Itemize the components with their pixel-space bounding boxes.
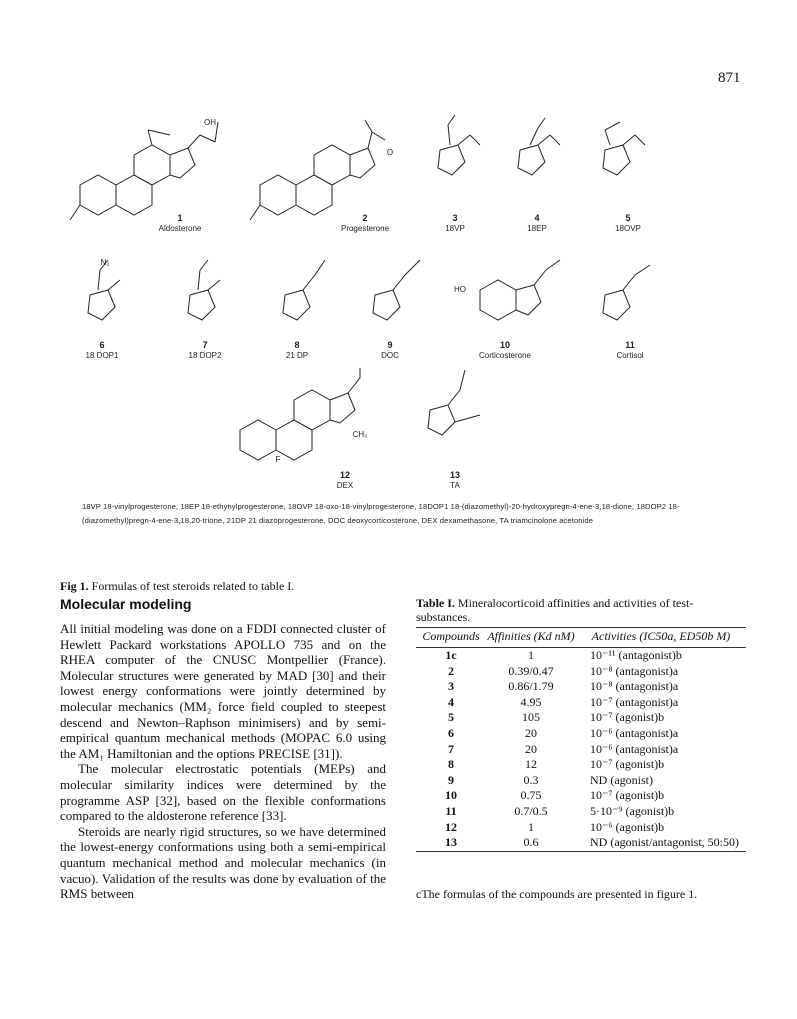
cell-affinity: 0.75 [520,788,542,803]
cell-compound: 13 [416,835,486,851]
cell-affinity: 4.95 [520,694,542,709]
table-row [416,742,746,758]
molecule-name: Cortisol [616,351,644,360]
molecule-name: 18 DOP1 [85,351,119,360]
figure-abbreviations: 18VP 18-vinylprogesterone, 18EP 18-ethynylprogesterone, 18OVP 18-oxo-18-vinylprogesterone, 18DOP1 18-(diazomethyl)-20-hydroxypregn-4-ene-3,18-dione, 18DOP2 18-(diazomethyl)pregn-4-ene-3,18,20-trione, 21DP 21 diazoprogesterone, DOC deoxycorticosterone, DEX dexamethasone, TA triamcinolone acetonide [82,502,680,525]
cell-activity: ND (agonist/antagonist, 50:50) [576,835,746,851]
steroid-structures-drawing [60,110,750,510]
cell-activity: 10⁻⁸ (antagonist)a [590,679,679,694]
molecule-name: 21 DP [285,351,309,360]
table-row [416,679,746,695]
cell-compound: 8 [448,757,454,772]
molecule-5-structure [603,122,645,175]
table-row [416,788,746,804]
molecule-name: TA [450,481,460,490]
section-heading: Molecular modeling [60,596,192,612]
cell-activity: ND (agonist) [590,772,653,787]
cell-compound: 4 [448,694,454,709]
table-row [416,695,746,711]
cell-affinity: 1 [528,648,534,662]
atom-label-oh: OH [204,118,216,127]
cell-affinity: 0.7/0.5 [514,803,548,818]
table-row [416,820,746,836]
cell-compound: 3 [448,679,454,694]
cell-activity: 10⁻⁶ (agonist)b [590,819,665,834]
cell-affinity: 12 [525,757,537,772]
molecule-num: 9 [387,340,393,350]
cell-affinity: 0.6 [486,835,576,851]
table-caption-label: Table I. [416,596,455,610]
molecule-1-structure [70,122,218,220]
table-row [416,664,746,680]
column-header: Compounds [416,628,486,648]
cell-activity: 10⁻⁷ (agonist)b [590,710,665,725]
atom-label-o: O [386,148,394,157]
table-row [416,726,746,742]
cell-affinity: 0.3 [523,772,539,787]
atom-label-n2: N₂ [100,258,110,267]
column-header: Activities (IC50a, ED50b M) [576,628,746,648]
table-row [416,648,746,664]
atom-label-f: F [275,455,281,464]
molecule-num: 8 [294,340,300,350]
paragraph: Steroids are nearly rigid structures, so we have determined the lowest-energy conformations using both a semi-empirical quantum mechanical method and molecular mechanics (in vacuo). Validation of the results was done by evaluation of the RMS between [60,823,386,902]
atom-label-ch3: CH₃ [352,430,368,439]
cell-activity: 10⁻⁷ (agonist)b [590,788,665,803]
atom-label-ho: HO [454,285,466,294]
cell-affinity: 1 [528,819,534,834]
molecule-num: 10 [499,340,510,350]
molecule-num: 6 [99,340,105,350]
figure-caption [60,579,294,594]
molecule-3-structure [438,115,480,175]
molecule-num: 11 [625,340,635,350]
table-row [416,757,746,773]
cell-compound: 1c [445,648,457,662]
cell-compound: 12 [445,819,457,834]
cell-activity: 5·10⁻⁹ (agonist)b [590,803,675,818]
molecule-name: Corticosterone [478,351,532,360]
cell-activity: 10⁻¹¹ (antagonist)b [590,648,682,662]
cell-compound: 9 [448,772,454,787]
molecule-num: 2 [362,213,368,223]
molecule-name: Progesterone [340,224,390,233]
molecule-name: 18EP [527,224,547,233]
figure-caption-label: Fig 1. [60,579,89,593]
molecule-num: 12 [339,470,350,480]
molecule-11-structure [603,265,650,320]
molecule-name: 18OVP [615,224,641,233]
cell-compound: 7 [448,741,454,756]
molecule-7-structure [188,260,220,320]
paragraph: The molecular electrostatic potentials (MEPs) and molecular similarity indices were determined by the programme ASP [32], based on the flexible conformations compared to the aldosterone reference [33]. [60,761,386,824]
molecule-9-structure [373,260,420,320]
cell-affinity: 0.86/1.79 [508,679,554,694]
molecule-name: 18VP [445,224,465,233]
molecule-num: 13 [449,470,460,480]
molecule-12-structure [240,368,360,460]
molecule-6-structure [88,260,120,320]
molecule-13-structure [428,370,480,435]
table-row [416,835,746,851]
cell-activity: 10⁻⁷ (agonist)b [590,757,665,772]
column-header: Affinities (Kd nM) [486,628,576,648]
cell-affinity: 20 [525,741,537,756]
molecule-num: 4 [534,213,540,223]
page-number: 871 [718,70,741,86]
molecule-num: 1 [177,213,183,223]
cell-compound: 10 [445,788,457,803]
cell-compound: 5 [448,710,454,725]
table-row [416,710,746,726]
cell-compound: 11 [445,803,457,818]
molecule-4-structure [518,118,560,175]
cell-activity: 10⁻⁸ (antagonist)a [590,663,679,678]
molecule-8-structure [283,260,325,320]
table-footnote: cThe formulas of the compounds are presented in figure 1. [416,887,698,901]
molecule-num: 5 [625,213,631,223]
figure-caption-text: Formulas of test steroids related to table I. [88,579,295,593]
molecule-num: 7 [202,340,208,350]
molecule-2-structure [250,120,385,220]
molecule-name: DOC [381,351,399,360]
table-row [416,804,746,820]
molecule-name: 18 DOP2 [188,351,222,360]
cell-activity: 10⁻⁷ (antagonist)a [590,694,679,709]
cell-compound: 6 [448,725,454,740]
cell-affinity: 0.39/0.47 [508,663,554,678]
paragraph: All initial modeling was done on a FDDI connected cluster of Hewlett Packard workstations APOLLO 735 and on the RHEA computer of the CNUSC Montpellier (France). Molecular structures were generated by MAD [30] and their lowest energy conformations were jointly determined by molecular mechanics (MM₂ force field coupled to steepest descend and Newton–Raphson minimisers) and by semi-empirical quantum mechanical methods (MOPAC 6.0 using the AM₁ Hamiltonian and the options PRECISE [31]). [60,621,386,761]
table-caption-text: Mineralocorticoid affinities and activities of test-substances. [416,596,694,624]
cell-affinity: 20 [525,725,537,740]
cell-compound: 2 [448,663,454,678]
table-caption [416,596,746,624]
cell-affinity: 105 [522,710,540,725]
molecule-name: Aldosterone [158,224,202,233]
table-row [416,773,746,789]
table-1 [416,627,746,852]
molecule-num: 3 [452,213,458,223]
molecule-name: DEX [336,481,354,490]
cell-activity: 10⁻⁶ (antagonist)a [590,725,679,740]
body-text [60,621,386,902]
cell-activity: 10⁻⁶ (antagonist)a [590,741,679,756]
figure-1 [60,110,750,550]
